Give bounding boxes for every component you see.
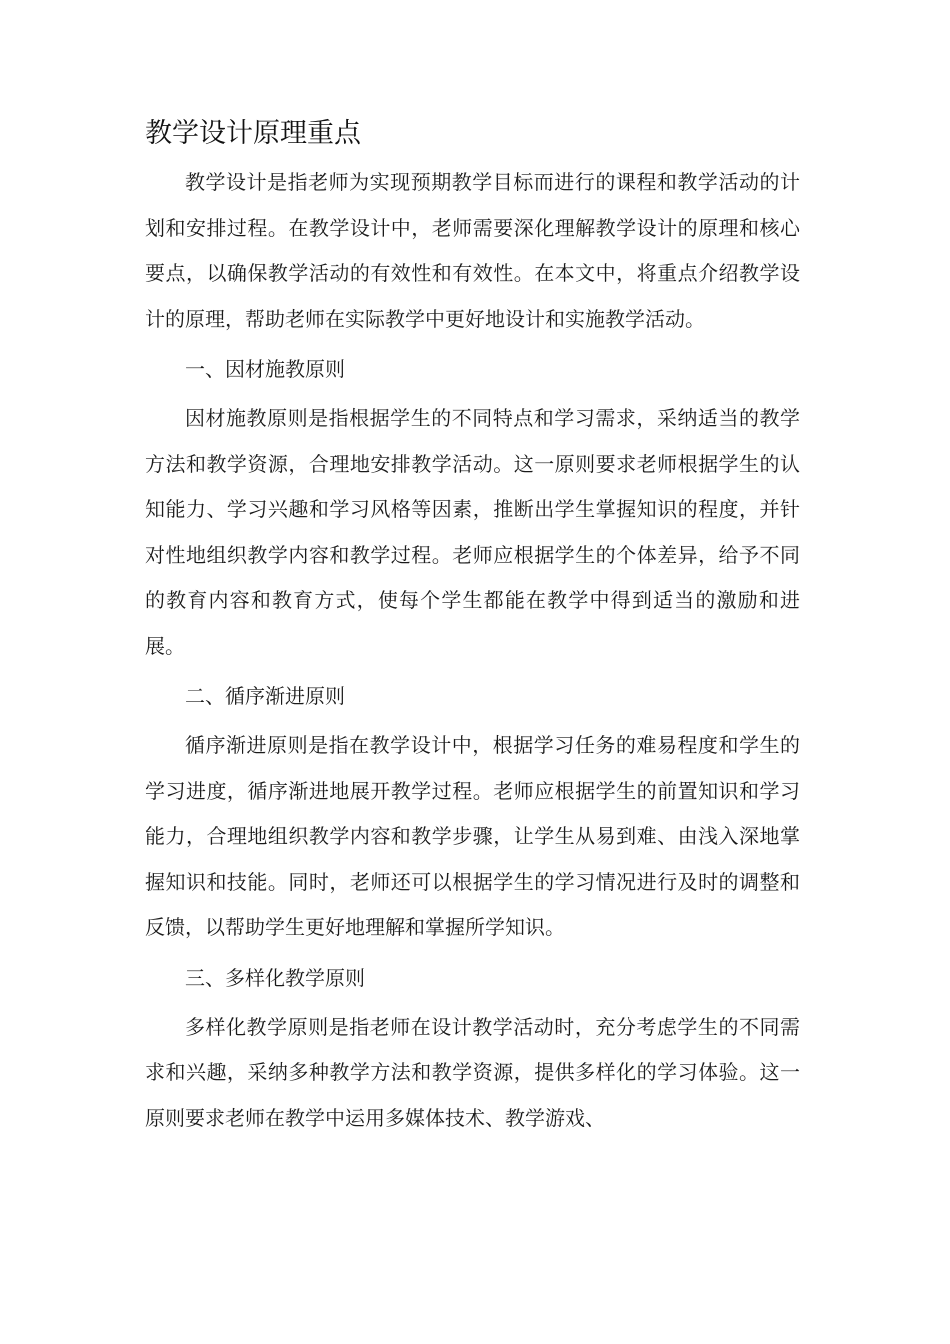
section-heading-3: 三、多样化教学原则 (185, 965, 365, 990)
section-heading-2: 二、循序渐进原则 (185, 684, 345, 708)
section-body-3: 多样化教学原则是指老师在设计教学活动时，充分考虑学生的不同需求和兴趣，采纳多种教学方法和教学资源，提供多样化的学习体验。这一原则要求老师在教学中运用多媒体技术、教学游戏、 (145, 1014, 800, 1130)
section-body-1: 因材施教原则是指根据学生的不同特点和学习需求，采纳适当的教学方法和教学资源，合理地安排教学活动。这一原则要求老师根据学生的认知能力、学习兴趣和学习风格等因素，推断出学生掌握知识的程度，并针对性地组织教学内容和教学过程。老师应根据学生的个体差异，给予不同的教育内容和教育方式，使每个学生都能在教学中得到适当的激励和进展。 (145, 406, 800, 658)
intro-paragraph: 教学设计是指老师为实现预期教学目标而进行的课程和教学活动的计划和安排过程。在教学设计中，老师需要深化理解教学设计的原理和核心要点，以确保教学活动的有效性和有效性。在本文中，将重点介绍教学设计的原理，帮助老师在实际教学中更好地设计和实施教学活动。 (145, 170, 800, 331)
section-heading-1: 一、因材施教原则 (185, 357, 345, 381)
document-title: 教学设计原理重点 (145, 118, 361, 149)
document-content (145, 112, 800, 1141)
section-body-2: 循序渐进原则是指在教学设计中，根据学习任务的难易程度和学生的学习进度，循序渐进地展开教学过程。老师应根据学生的前置知识和学习能力，合理地组织教学内容和教学步骤，让学生从易到难、由浅入深地掌握知识和技能。同时，老师还可以根据学生的学习情况进行及时的调整和反馈，以帮助学生更好地理解和掌握所学知识。 (145, 733, 800, 939)
